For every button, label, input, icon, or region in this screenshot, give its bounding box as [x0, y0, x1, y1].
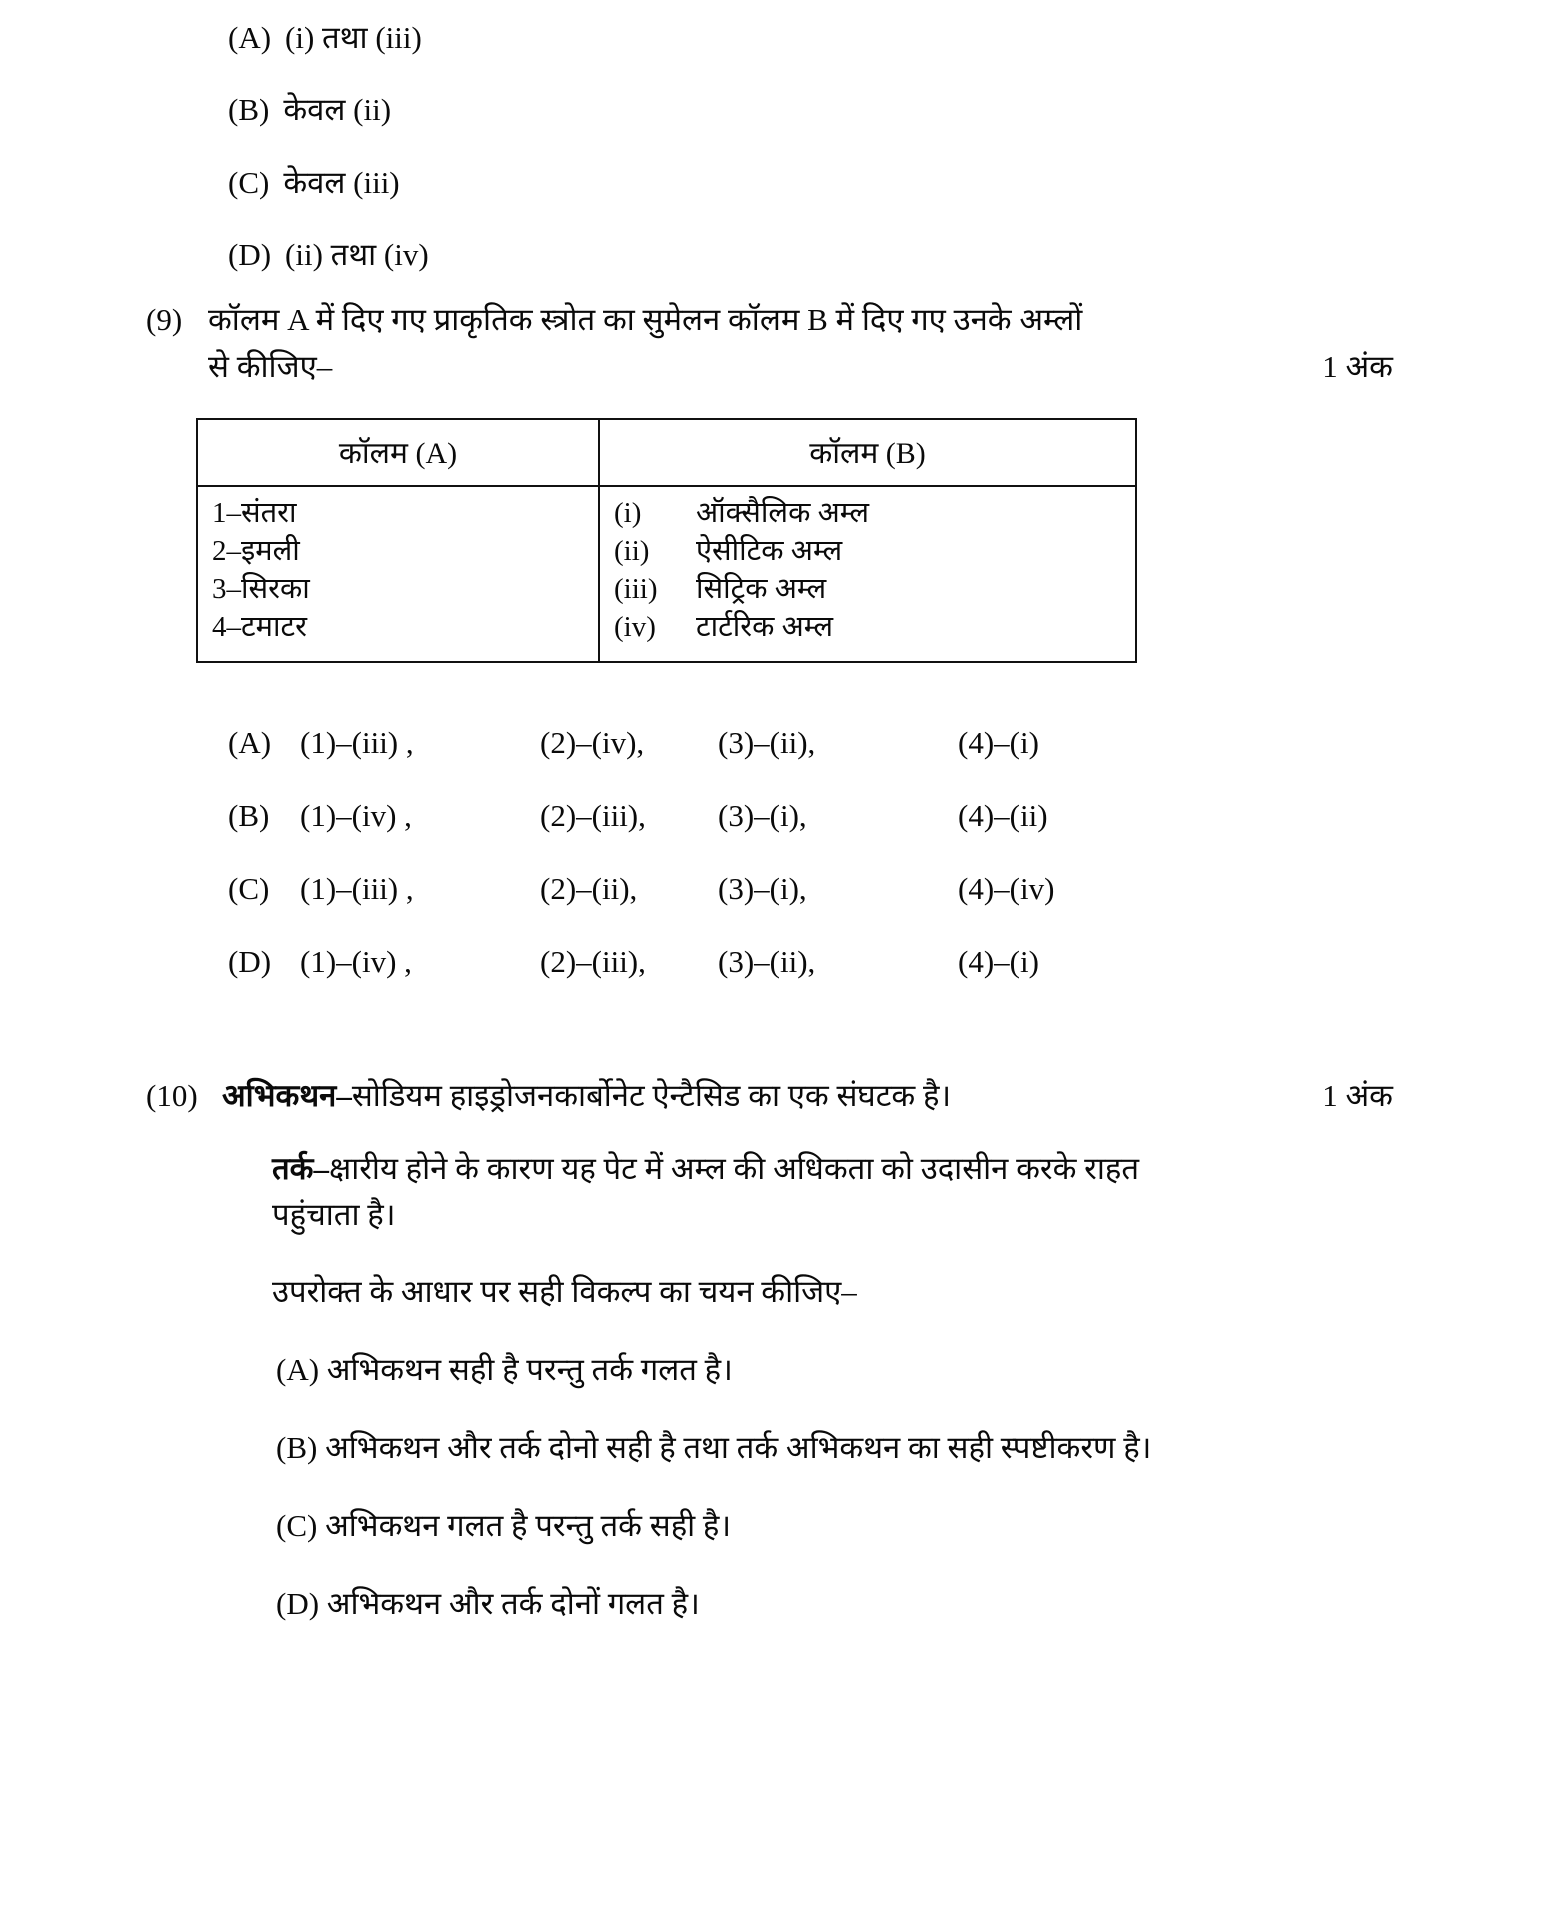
option-pair-4: (4)–(iv) — [958, 871, 1055, 907]
option-text: केवल (ii) — [283, 92, 392, 128]
option-pair-2: (2)–(iv), — [540, 725, 645, 761]
item-label: टार्टरिक अम्ल — [696, 611, 834, 644]
question-9-line-2 — [208, 344, 1427, 391]
question-10-body — [222, 1073, 1427, 1627]
option-label: (C) — [228, 164, 270, 200]
table-header-row — [197, 419, 1136, 486]
item-label: सिरका — [241, 573, 310, 606]
option-row — [0, 235, 1547, 275]
list-item — [212, 609, 598, 647]
item-number: (i) — [614, 497, 642, 530]
column-b-cell — [599, 486, 1136, 662]
option-row — [222, 1425, 1427, 1471]
question-9-number: (9) — [146, 302, 183, 338]
item-label: संतरा — [241, 497, 297, 530]
question-9-body — [208, 297, 1427, 390]
option-label: (B) — [228, 92, 270, 128]
item-number: 4– — [212, 611, 241, 644]
option-row — [222, 1581, 1427, 1627]
option-row — [228, 798, 1547, 834]
previous-question-options — [0, 0, 1547, 275]
assertion-label: अभिकथन– — [222, 1078, 352, 1114]
option-pair-1: (1)–(iii) , — [300, 871, 414, 907]
option-row — [0, 90, 1547, 130]
item-number: (iv) — [614, 611, 656, 644]
option-label: (D) — [228, 944, 272, 980]
question-9-text-line-2: से कीजिए– — [208, 348, 333, 384]
option-row — [228, 725, 1547, 761]
reason-text-line-1: क्षारीय होने के कारण यह पेट में अम्ल की अधिकता को उदासीन करके राहत — [328, 1150, 1140, 1186]
item-label: ऐसीटिक अम्ल — [696, 535, 843, 568]
reason-label: तर्क– — [272, 1150, 329, 1186]
option-text: अभिकथन और तर्क दोनो सही है तथा तर्क अभिकथन का सही स्पष्टीकरण है। — [325, 1430, 1152, 1465]
option-pair-1: (1)–(iv) , — [300, 944, 412, 980]
option-row — [0, 18, 1547, 58]
list-item — [614, 571, 1135, 609]
option-label: (B) — [228, 798, 270, 834]
option-text: केवल (iii) — [283, 164, 400, 200]
question-9-options — [0, 725, 1547, 980]
option-pair-4: (4)–(i) — [958, 725, 1039, 761]
instruction-line: उपरोक्त के आधार पर सही विकल्प का चयन कीजिए– — [272, 1273, 857, 1309]
column-b-header: कॉलम (B) — [599, 419, 1136, 486]
option-row — [228, 871, 1547, 907]
assertion — [222, 1073, 951, 1120]
option-pair-1: (1)–(iii) , — [300, 725, 414, 761]
list-item — [212, 571, 598, 609]
list-item — [212, 533, 598, 571]
item-label: टमाटर — [241, 611, 307, 644]
option-text: (i) तथा (iii) — [285, 20, 422, 55]
question-10 — [0, 1073, 1547, 1627]
list-item — [614, 495, 1135, 533]
question-10-marks: 1 अंक — [1322, 1078, 1393, 1114]
option-row — [0, 163, 1547, 203]
item-label: इमली — [241, 535, 300, 568]
column-a-cell — [197, 486, 599, 662]
option-pair-3: (3)–(ii), — [718, 944, 816, 980]
list-item — [614, 609, 1135, 647]
option-label: (A) — [228, 725, 272, 761]
option-pair-3: (3)–(ii), — [718, 725, 816, 761]
option-label: (C) — [276, 1507, 318, 1543]
question-10-number: (10) — [146, 1078, 198, 1114]
option-row — [228, 944, 1547, 980]
reason-text-line-2-wrap — [222, 1192, 1427, 1239]
option-text: (ii) तथा (iv) — [285, 236, 429, 272]
option-label: (C) — [228, 871, 270, 907]
reason-text-line-2: पहुंचाता है। — [272, 1197, 396, 1233]
option-text: अभिकथन सही है परन्तु तर्क गलत है। — [326, 1352, 733, 1388]
table-body-row — [197, 486, 1136, 662]
item-number: (ii) — [614, 535, 650, 568]
column-a-header: कॉलम (A) — [197, 419, 599, 486]
option-row — [222, 1347, 1427, 1393]
option-label: (A) — [228, 20, 272, 55]
option-label: (B) — [276, 1430, 318, 1465]
item-number: 3– — [212, 573, 241, 606]
list-item — [212, 495, 598, 533]
option-pair-2: (2)–(iii), — [540, 944, 646, 980]
item-number: (iii) — [614, 573, 658, 606]
option-text: अभिकथन और तर्क दोनों गलत है। — [326, 1585, 700, 1621]
option-label: (D) — [228, 236, 272, 272]
option-pair-2: (2)–(iii), — [540, 798, 646, 834]
question-9-text-line-1: कॉलम A में दिए गए प्राकृतिक स्त्रोत का सुमेलन कॉलम B में दिए गए उनके अम्लों — [208, 302, 1083, 338]
list-item — [614, 533, 1135, 571]
item-number: 2– — [212, 535, 241, 568]
option-pair-3: (3)–(i), — [718, 871, 807, 907]
option-pair-2: (2)–(ii), — [540, 871, 638, 907]
item-number: 1– — [212, 497, 241, 530]
option-text: अभिकथन गलत है परन्तु तर्क सही है। — [325, 1507, 732, 1543]
column-b-list — [600, 487, 1135, 661]
item-label: ऑक्सैलिक अम्ल — [696, 497, 869, 530]
assertion-text: सोडियम हाइड्रोजनकार्बोनेट ऐन्टैसिड का एक संघटक है। — [351, 1078, 952, 1114]
option-row — [222, 1503, 1427, 1549]
option-pair-3: (3)–(i), — [718, 798, 807, 834]
option-pair-4: (4)–(ii) — [958, 798, 1048, 834]
question-9-marks: 1 अंक — [1322, 348, 1393, 384]
option-label: (D) — [276, 1585, 320, 1621]
column-a-list — [198, 487, 598, 661]
question-10-head — [0, 1073, 1547, 1627]
reason-block — [222, 1146, 1427, 1193]
item-label: सिट्रिक अम्ल — [696, 573, 827, 606]
match-table — [196, 418, 1137, 663]
option-pair-4: (4)–(i) — [958, 944, 1039, 980]
question-9 — [0, 297, 1547, 390]
option-pair-1: (1)–(iv) , — [300, 798, 412, 834]
option-label: (A) — [276, 1352, 320, 1388]
assertion-line — [222, 1073, 1427, 1120]
